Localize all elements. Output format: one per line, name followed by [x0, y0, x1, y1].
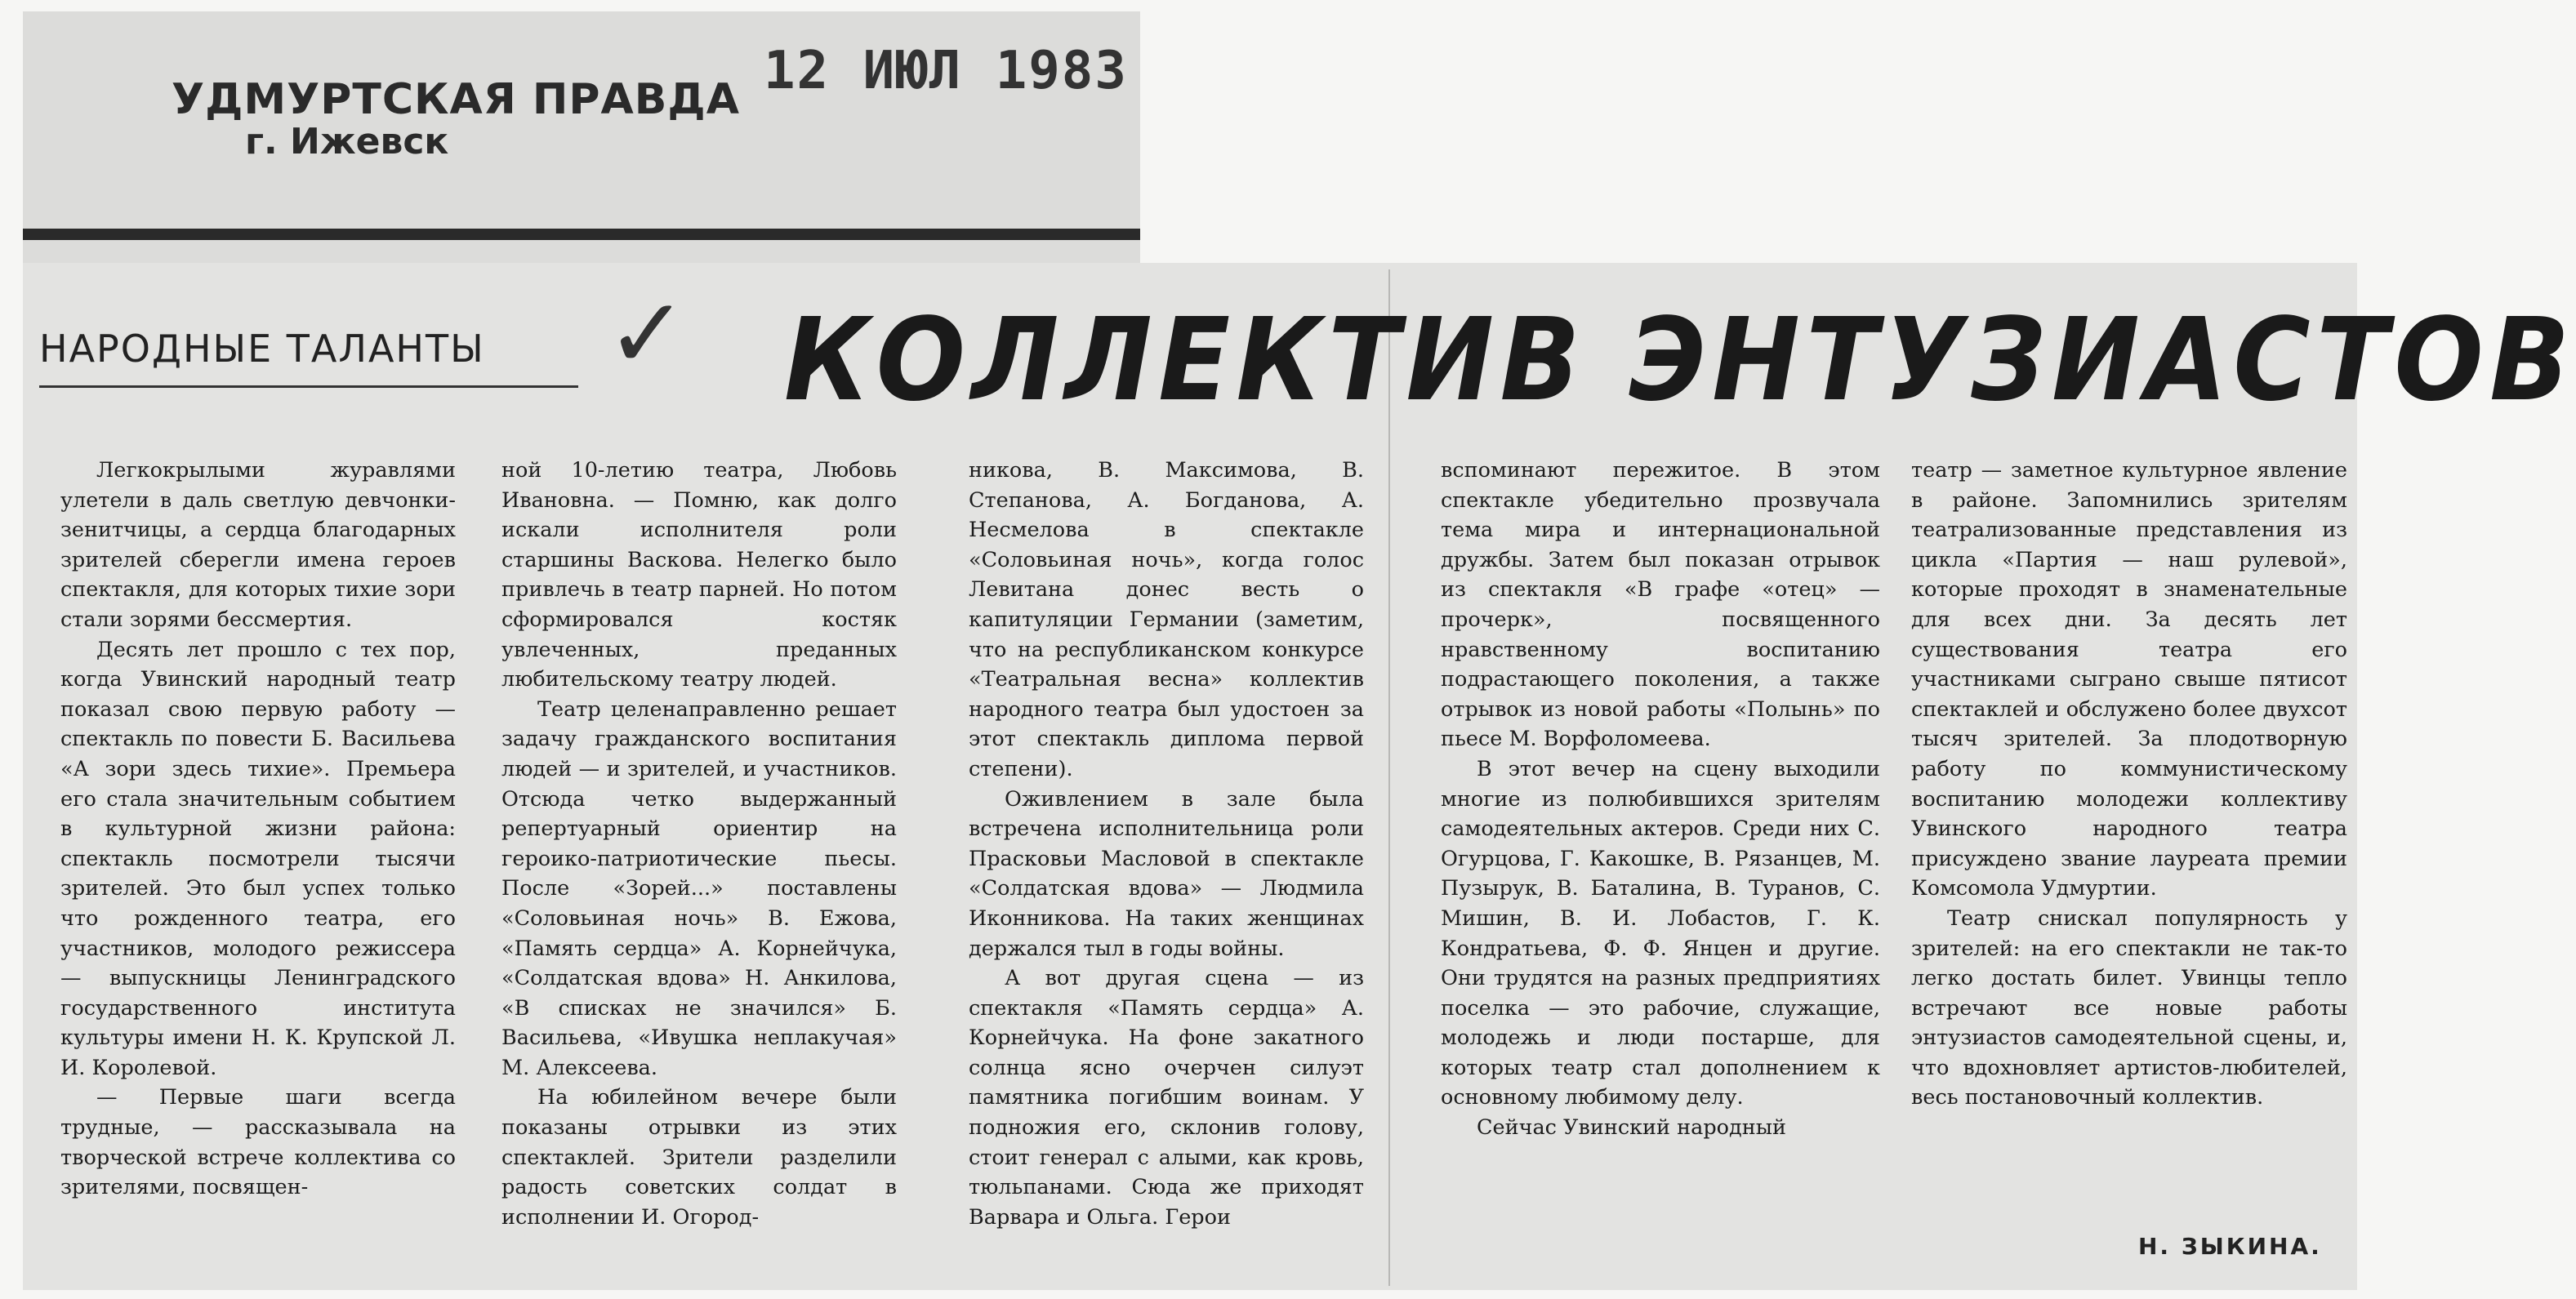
date-stamp: 12 ИЮЛ 1983 — [764, 41, 1128, 101]
article-column-4 — [1441, 456, 1880, 1264]
paragraph: ной 10-летию театра, Любовь Ивановна. — Помню, как долго искали исполнителя роли старшины Васкова. Нелегко было привлечь в театр парней. Но потом сформировался костяк увлеченных, преданных любительскому театру людей. — [501, 458, 897, 692]
paragraph: Десять лет прошло с тех пор, когда Увинский народный театр показал свою первую работу — спектакль по повести Б. Васильева «А зори здесь тихие». Премьера его стала значительным событием в культурной жизни района: спектакль посмотрели тысячи зрителей. Это был успех только что рожденного театра, его участников, молодого режиссера — выпускницы Ленинградского государственного института культуры имени Н. К. Крупской Л. И. Королевой. — [60, 637, 456, 1080]
paragraph: вспоминают пережитое. В этом спектакле убедительно прозвучала тема мира и интернациональной дружбы. Затем был показан отрывок из спектакля «В графе «отец» — прочерк», посвященного нравственному воспитанию подрастающего поколения, а также отрывок из новой работы «Полынь» по пьесе М. Ворфоломеева. — [1441, 458, 1880, 752]
rubric-label: НАРОДНЫЕ ТАЛАНТЫ — [39, 327, 578, 388]
header-divider-rule — [23, 229, 1140, 240]
author-signature: Н. ЗЫКИНА. — [2138, 1233, 2322, 1260]
paragraph: Театр целенаправленно решает задачу гражданского воспитания людей — и зрителей, и участников. Отсюда четко выдержанный репертуарный ориентир на героико-патриотические пьесы. После «Зорей...» поставлены «Соловьиная ночь» В. Ежова, «Память сердца» А. Корнейчука, «Солдатская вдова» Н. Анкилова, «В списках не значился» Б. Васильева, «Ивушка неплакучая» М. Алексеева. — [501, 696, 897, 1080]
paragraph: никова, В. Максимова, В. Степанова, А. Богданова, А. Несмелова в спектакле «Соловьиная ночь», когда голос Левитана донес весть о капитуляции Германии (заметим, что на республиканском конкурсе «Театральная весна» коллектив народного театра был удостоен за этот спектакль диплома первой степени). — [969, 458, 1364, 781]
paragraph: А вот другая сцена — из спектакля «Память сердца» А. Корнейчука. На фоне закатного солнца ясно очерчен силуэт памятника погибшим воинам. У подножия его, склонив голову, стоит генерал с алыми, как кровь, тюльпанами. Сюда же приходят Варвара и Ольга. Герои — [969, 966, 1364, 1230]
newspaper-stamp-title: УДМУРТСКАЯ ПРАВДА — [172, 75, 740, 124]
paragraph: Театр снискал популярность у зрителей: на его спектакли не так-то легко достать билет. Увинцы тепло встречают все новые работы энтузиастов самодеятельной сцены, и, что вдохновляет артистов-любителей, весь постановочный коллектив. — [1911, 905, 2347, 1110]
handwritten-check-icon: ✓ — [606, 278, 689, 391]
newspaper-stamp-city: г. Ижевск — [245, 121, 449, 162]
article-column-3 — [969, 456, 1364, 1264]
paragraph: — Первые шаги всегда трудные, — рассказывала на творческой встрече коллектива со зрителями, посвящен- — [60, 1085, 456, 1200]
paragraph: На юбилейном вечере были показаны отрывки из этих спектаклей. Зрители разделили радость советских солдат в исполнении И. Огород- — [501, 1085, 897, 1230]
paragraph: Оживлением в зале была встречена исполнительница роли Прасковьи Масловой в спектакле «Солдатская вдова» — Людмила Иконникова. На таких женщинах держался тыл в годы войны. — [969, 786, 1364, 961]
paragraph: Сейчас Увинский народный — [1477, 1115, 1787, 1141]
paragraph: театр — заметное культурное явление в районе. Запомнились зрителям театрализованные представления из цикла «Партия — наш рулевой», которые проходят в знаменательные для всех дни. За десять лет существования театра его участниками сыграно свыше пятисот спектаклей и обслужено более двухсот тысяч зрителей. За плодотворную работу по коммунистическому воспитанию молодежи коллективу Увинского народного театра присуждено звание лауреата премии Комсомола Удмуртии. — [1911, 458, 2347, 901]
paragraph: Легкокрылыми журавлями улетели в даль светлую девчонки-зенитчицы, а сердца благодарных зрителей сберегли имена героев спектакля, для которых тихие зори стали зорями бессмертия. — [60, 458, 456, 632]
article-column-2 — [501, 456, 897, 1264]
article-headline: КОЛЛЕКТИВ ЭНТУЗИАСТОВ — [784, 294, 2576, 427]
article-column-5 — [1911, 456, 2347, 1264]
article-column-1 — [60, 456, 456, 1264]
paragraph: В этот вечер на сцену выходили многие из полюбившихся зрителям самодеятельных актеров. Среди них С. Огурцова, Г. Какошке, В. Рязанцев, М. Пузырук, В. Баталина, В. Туранов, С. Мишин, В. И. Лобастов, Г. К. Кондратьева, Ф. Ф. Янцен и другие. Они трудятся на разных предприятиях поселка — это рабочие, служащие, молодежь и люди постарше, для которых театр стал дополнением к основному любимому делу. — [1441, 756, 1880, 1110]
